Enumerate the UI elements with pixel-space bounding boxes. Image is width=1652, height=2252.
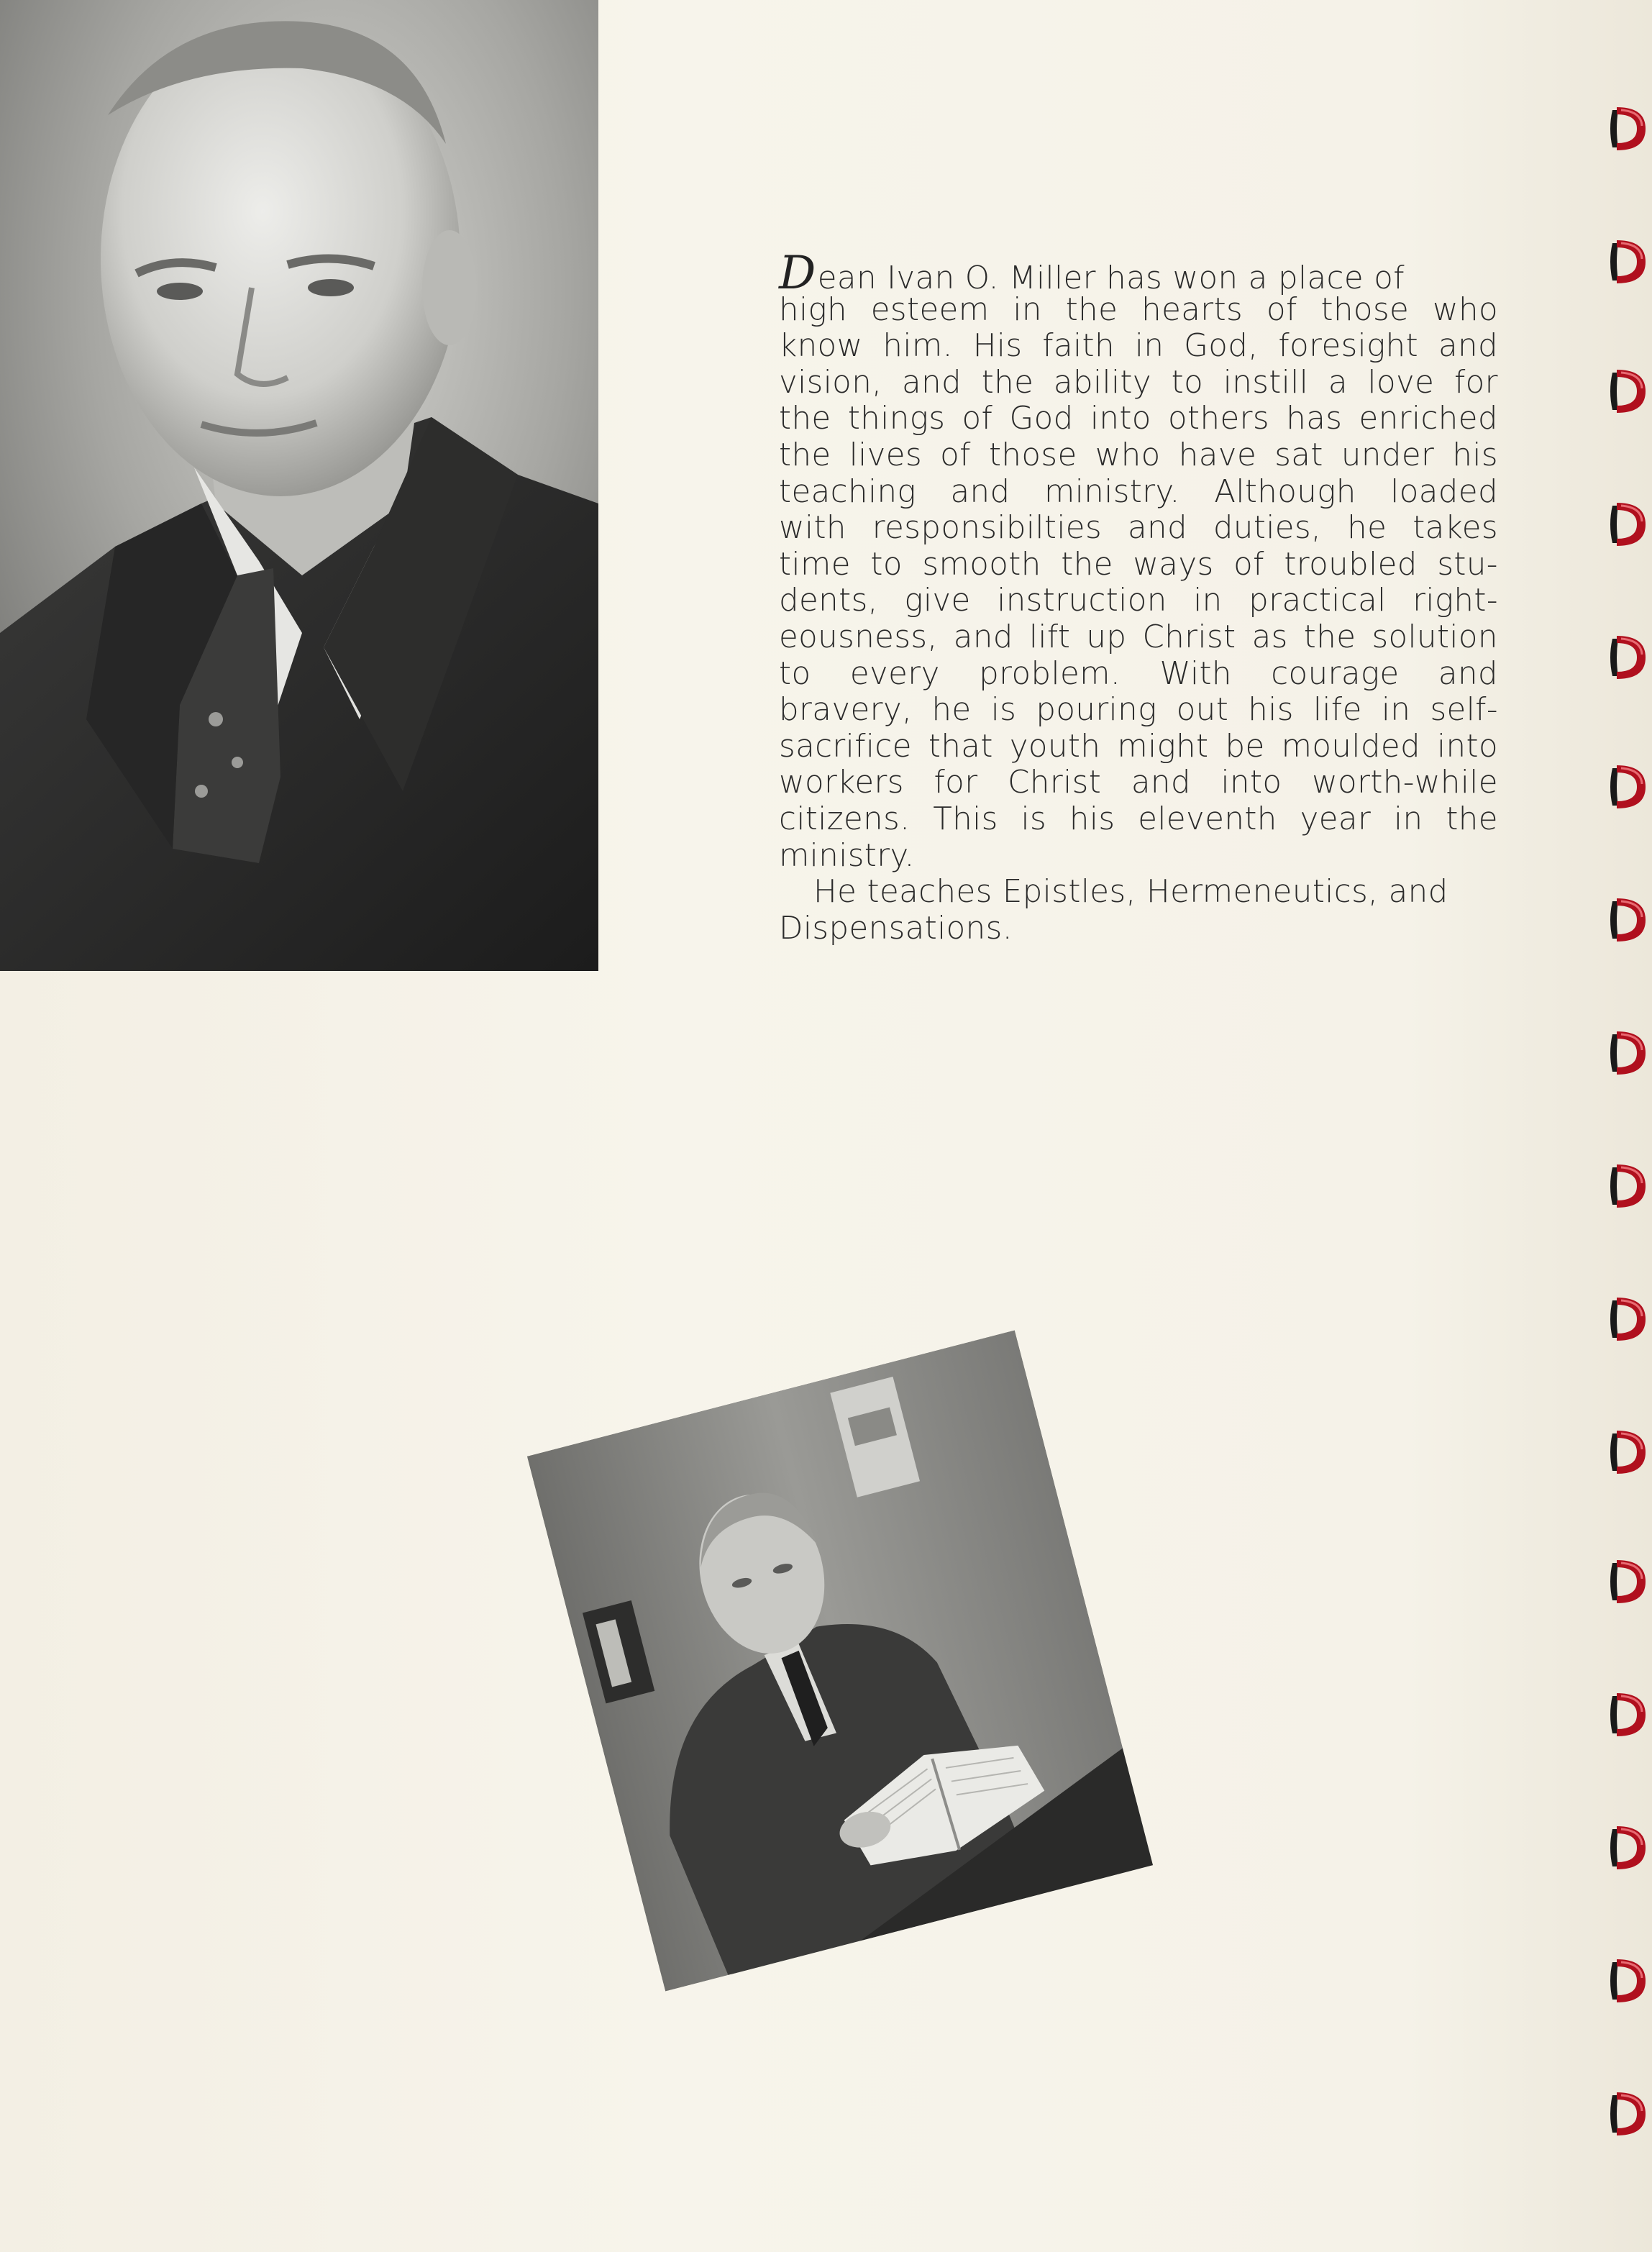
bio-word: he	[931, 692, 972, 729]
bio-paragraph1-end: ministry.	[779, 837, 915, 874]
bio-line	[779, 583, 1498, 619]
bio-word: esteem	[870, 291, 990, 328]
bio-word: vision,	[779, 364, 882, 401]
bio-word: and	[1127, 510, 1187, 547]
bio-word: high	[779, 291, 847, 328]
bio-word: is	[1021, 801, 1047, 837]
bio-word: in	[1013, 291, 1042, 328]
bio-word: self-	[1430, 692, 1498, 729]
bio-word: a	[1328, 364, 1348, 401]
bio-word: hearts	[1141, 291, 1243, 328]
bio-word: responsibilties	[872, 510, 1103, 547]
binding-ring	[1607, 1823, 1647, 1872]
bio-line	[779, 328, 1498, 365]
binding-ring	[1607, 1690, 1647, 1739]
bio-word: as	[1251, 619, 1288, 655]
binding-ring	[1607, 500, 1647, 549]
bio-line	[779, 801, 1498, 838]
bio-word: loaded	[1390, 473, 1498, 510]
binding-ring	[1607, 1295, 1647, 1344]
bio-word: ministry.	[1044, 473, 1180, 510]
bio-word: sat	[1274, 437, 1323, 473]
bio-word: smooth	[922, 546, 1041, 583]
bio-word: have	[1178, 437, 1257, 473]
bio-word: into	[1220, 765, 1282, 801]
bio-word: stu-	[1437, 546, 1498, 583]
bio-word: youth	[1009, 728, 1101, 765]
bio-word: God	[1009, 401, 1074, 437]
bio-word: him.	[882, 328, 953, 365]
bio-word: courage	[1271, 655, 1400, 692]
bio-word: of	[1266, 291, 1297, 328]
portrait-photo	[0, 0, 598, 971]
bio-word: and	[902, 364, 962, 401]
spiral-binding	[1598, 0, 1652, 2252]
bio-word: in	[1134, 328, 1164, 365]
bio-word: solution	[1372, 619, 1498, 655]
bio-line	[779, 401, 1498, 437]
bio-word: to	[1171, 364, 1204, 401]
binding-ring	[1607, 1428, 1647, 1477]
bio-word: bravery,	[779, 692, 913, 729]
bio-word: the	[1303, 619, 1356, 655]
bio-word: With	[1159, 655, 1232, 692]
bio-word: in	[1381, 692, 1411, 729]
bio-word: dents,	[779, 583, 878, 619]
bio-word: eleventh	[1138, 801, 1277, 837]
bio-word: the	[981, 364, 1034, 401]
bio-word: things	[847, 401, 946, 437]
bio-word: teaching	[779, 473, 916, 510]
bio-word: the	[1446, 801, 1498, 837]
binding-ring	[1607, 633, 1647, 682]
bio-word: and	[953, 619, 1013, 655]
bio-word: the	[779, 437, 831, 473]
binding-ring	[1607, 762, 1647, 811]
bio-word: who	[1433, 291, 1498, 328]
bio-line	[779, 656, 1498, 693]
bio-word: others	[1168, 401, 1269, 437]
bio-word: instill	[1223, 364, 1309, 401]
bio-word: pouring	[1036, 692, 1157, 729]
desk-photo-illustration	[527, 1331, 1153, 1992]
bio-word: those	[1320, 291, 1410, 328]
binding-ring	[1607, 895, 1647, 944]
bio-word: ability	[1053, 364, 1152, 401]
bio-line	[779, 619, 1498, 656]
bio-paragraph2-line1: He teaches Epistles, Hermeneutics, and	[813, 874, 1448, 911]
bio-word: to	[870, 546, 903, 583]
bio-word: to	[779, 655, 811, 692]
bio-word: duties,	[1213, 510, 1322, 547]
bio-word: who	[1095, 437, 1161, 473]
bio-word: out	[1176, 692, 1229, 729]
bio-word: and	[1438, 328, 1498, 365]
bio-word: year	[1300, 801, 1372, 837]
bio-word: of	[962, 401, 993, 437]
bio-word: the	[1065, 291, 1118, 328]
bio-word: takes	[1413, 510, 1498, 547]
bio-line	[779, 547, 1498, 583]
drop-cap: D	[779, 247, 816, 300]
bio-word: in	[1193, 583, 1223, 619]
bio-word: with	[779, 510, 846, 547]
bio-line	[779, 474, 1498, 511]
bio-line	[779, 437, 1498, 474]
bio-line	[779, 365, 1498, 401]
bio-word: sacrifice	[779, 728, 912, 765]
bio-word: love	[1367, 364, 1435, 401]
bio-word: instruction	[997, 583, 1167, 619]
bio-word: that	[928, 728, 993, 765]
bio-word: has	[1286, 401, 1343, 437]
bio-paragraph2-line2: Dispensations.	[779, 910, 1013, 947]
bio-word: foresight	[1278, 328, 1419, 365]
bio-word: for	[1454, 364, 1498, 401]
bio-word: be	[1225, 728, 1265, 765]
bio-word: lift	[1028, 619, 1071, 655]
bio-word: in	[1394, 801, 1423, 837]
bio-word: know	[779, 328, 863, 365]
bio-word: ways	[1133, 546, 1214, 583]
bio-word: workers	[779, 765, 904, 801]
bio-text	[779, 247, 1498, 947]
bio-word: citizens.	[779, 801, 911, 837]
binding-ring	[1607, 1956, 1647, 2005]
binding-ring	[1607, 104, 1647, 153]
bio-line	[779, 911, 1498, 947]
bio-line	[779, 510, 1498, 547]
bio-word: he	[1347, 510, 1387, 547]
bio-first-line: ean Ivan O. Miller has won a place of	[817, 260, 1405, 296]
bio-word: troubled	[1284, 546, 1418, 583]
bio-word: time	[779, 546, 851, 583]
bio-word: of	[940, 437, 971, 473]
bio-word: Christ	[1142, 619, 1236, 655]
binding-ring	[1607, 367, 1647, 416]
bio-line	[779, 874, 1498, 911]
bio-word: problem.	[979, 655, 1121, 692]
bio-line	[779, 247, 1498, 300]
bio-word: up	[1086, 619, 1127, 655]
bio-word: Christ	[1008, 765, 1102, 801]
bio-word: right-	[1413, 583, 1498, 619]
bio-word: the	[779, 401, 831, 437]
binding-ring	[1607, 1557, 1647, 1606]
bio-word: lives	[849, 437, 923, 473]
binding-ring	[1607, 237, 1647, 286]
bio-word: and	[1131, 765, 1191, 801]
bio-line	[779, 765, 1498, 801]
bio-line	[779, 692, 1498, 729]
binding-ring	[1607, 1162, 1647, 1211]
bio-word: and	[950, 473, 1010, 510]
bio-word: those	[988, 437, 1077, 473]
bio-word: his	[1452, 437, 1498, 473]
bio-line	[779, 292, 1498, 329]
bio-word: and	[1438, 655, 1498, 692]
bio-word: every	[849, 655, 940, 692]
desk-photo	[527, 1331, 1153, 1992]
bio-word: is	[990, 692, 1017, 729]
bio-word: give	[904, 583, 971, 619]
bio-word: for	[934, 765, 978, 801]
bio-word: Although	[1214, 473, 1356, 510]
binding-ring	[1607, 2089, 1647, 2138]
bio-word: his	[1069, 801, 1115, 837]
binding-ring	[1607, 1029, 1647, 1077]
bio-word: into	[1437, 728, 1498, 765]
bio-line	[779, 838, 1498, 875]
bio-word: His	[972, 328, 1023, 365]
bio-word: faith	[1042, 328, 1115, 365]
bio-word: moulded	[1281, 728, 1421, 765]
bio-word: worth-while	[1312, 765, 1498, 801]
bio-word: life	[1313, 692, 1362, 729]
bio-word: might	[1117, 728, 1209, 765]
bio-word: eousness,	[779, 619, 938, 655]
bio-word: into	[1090, 401, 1151, 437]
bio-word: practical	[1249, 583, 1387, 619]
bio-word: under	[1341, 437, 1435, 473]
bio-word: the	[1061, 546, 1113, 583]
bio-word: God,	[1184, 328, 1259, 365]
bio-word: his	[1248, 692, 1294, 729]
bio-word: of	[1233, 546, 1264, 583]
bio-word: enriched	[1359, 401, 1498, 437]
portrait-illustration	[0, 0, 598, 971]
bio-word: This	[933, 801, 998, 837]
bio-line	[779, 729, 1498, 765]
